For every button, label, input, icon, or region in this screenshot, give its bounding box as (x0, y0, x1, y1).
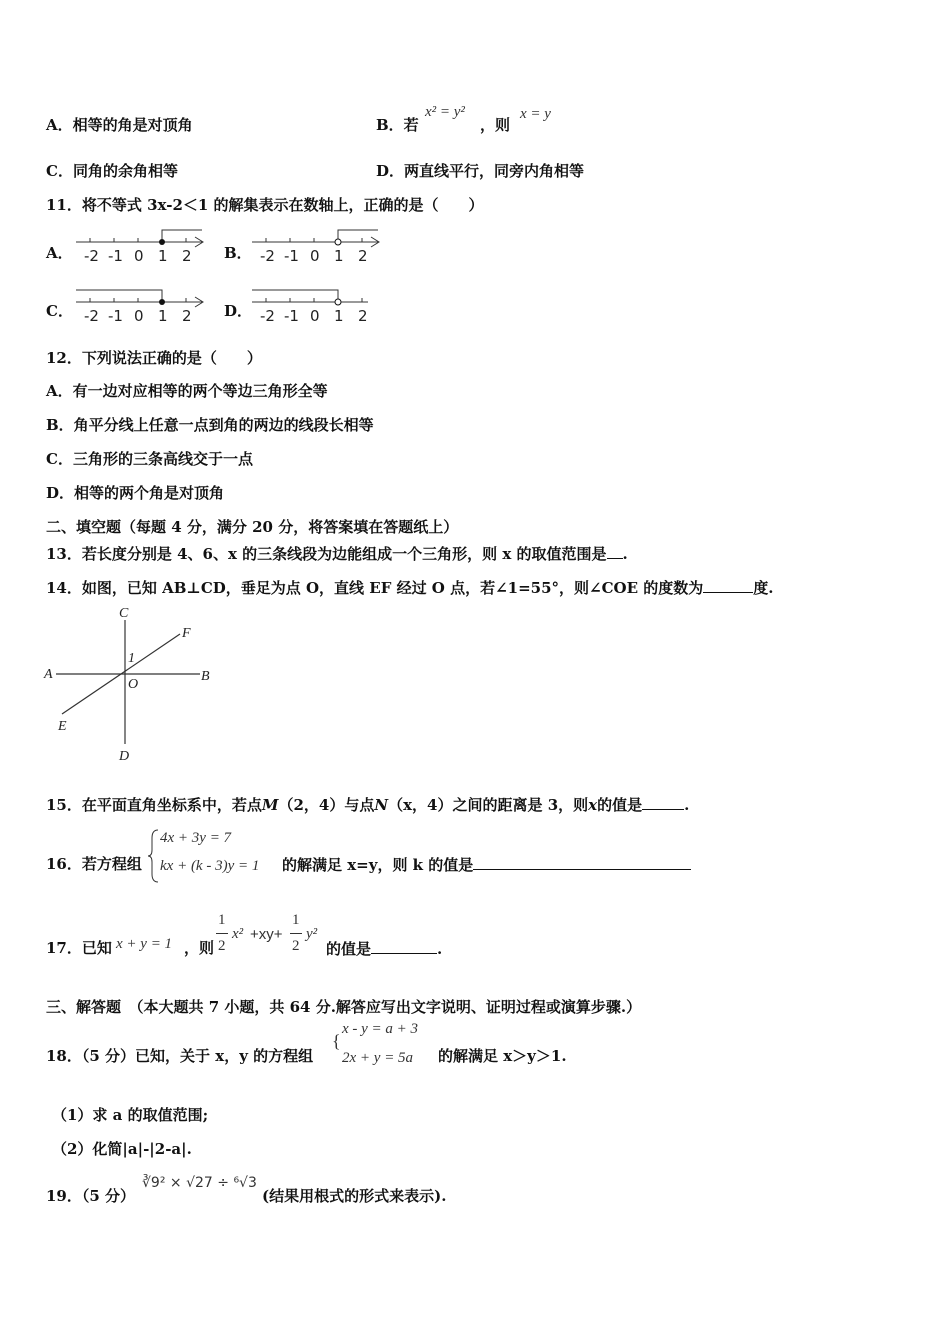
q11-stem: 11．将不等式 3x-2＜1 的解集表示在数轴上，正确的是（ ） (46, 196, 484, 214)
label-angle-1: 1 (128, 651, 135, 666)
q17-y-squared: y² (306, 926, 318, 942)
q16-equation-1: 4x + 3y = 7 (160, 830, 232, 846)
q16-tail: 的解满足 x=y，则 k 的值是 (282, 856, 474, 874)
label-f: F (182, 626, 191, 641)
label-o: O (128, 677, 139, 692)
brace: { (332, 1031, 341, 1051)
q15-tail: . (684, 796, 690, 814)
q16-equation-2: kx + (k - 3)y = 1 (160, 858, 260, 874)
q16-stem: 16．若方程组 (46, 855, 142, 873)
q14-text (46, 578, 774, 597)
q18-stem: 18．（5 分）已知，关于 x，y 的方程组 (46, 1047, 314, 1065)
tick-label: 2 (182, 307, 192, 325)
q13-stem: 13．若长度分别是 4、6、x 的三条线段为边能组成一个三角形，则 x 的取值范围是 (46, 545, 607, 563)
q17-comma: ，则 (184, 939, 215, 957)
number-line-d (248, 288, 388, 328)
q12-stem: 12．下列说法正确的是（ ） (46, 349, 262, 367)
fraction-denominator: 2 (292, 938, 300, 954)
number-line-c (72, 288, 212, 328)
q17-tail-text (326, 939, 442, 958)
q17-end: . (437, 940, 443, 958)
q19-stem: 19．（5 分） (46, 1187, 136, 1205)
label-b: B (201, 669, 210, 684)
q12-option-a: A．有一边对应相等的两个等边三角形全等 (46, 382, 328, 400)
q17-condition: x + y = 1 (116, 936, 173, 952)
q17-stem: 17．已知 (46, 939, 112, 957)
fraction-numerator: 1 (218, 912, 226, 928)
hollow-point (335, 239, 341, 245)
fraction-bar (216, 933, 228, 934)
q15-mid-a: （2，4）与点 (278, 796, 375, 814)
label-e: E (58, 719, 67, 734)
fraction-numerator: 1 (292, 912, 300, 928)
number-line-b (248, 228, 388, 268)
q11-label-b: B． (224, 244, 252, 262)
q19-tail: (结果用根式的形式来表示). (262, 1187, 447, 1205)
tick-label: 1 (334, 307, 344, 325)
q11-label-c: C． (46, 302, 73, 320)
answer-blank (642, 795, 684, 810)
q18-sub-1: （1）求 a 的取值范围; (52, 1106, 209, 1124)
q10-option-b-then: ，则 (480, 116, 511, 134)
q13-tail: . (622, 545, 628, 563)
q18-sub-2: （2）化简|a|-|2-a|. (52, 1140, 192, 1158)
answer-blank (607, 544, 623, 559)
q13-text (46, 544, 628, 563)
tick-label: 0 (134, 247, 144, 265)
fraction-denominator: 2 (218, 938, 226, 954)
q17-middle: +xy+ (250, 926, 283, 943)
q15-point-m: M (261, 796, 279, 814)
q16-tail-text (282, 855, 691, 874)
label-c: C (119, 606, 129, 621)
tick-label: 2 (358, 247, 368, 265)
q17-x-squared: x² (232, 926, 244, 942)
fraction-bar (290, 933, 302, 934)
q14-stem: 14．如图，已知 AB⊥CD，垂足为点 O，直线 EF 经过 O 点，若∠1=55°，则∠COE 的度数为 (46, 579, 704, 597)
q19-expression: ∛9² × √27 ÷ ⁶√3 (142, 1175, 257, 1191)
tick-label: -2 (84, 307, 99, 325)
tick-label: -1 (108, 247, 123, 265)
solid-point (159, 239, 165, 245)
hollow-point (335, 299, 341, 305)
q10-option-d: D．两直线平行，同旁内角相等 (376, 162, 585, 180)
tick-label: 0 (310, 247, 320, 265)
tick-label: 0 (310, 307, 320, 325)
answer-blank (473, 855, 691, 870)
tick-label: 1 (334, 247, 344, 265)
solid-point (159, 299, 165, 305)
q10-option-b-prefix: B．若 (376, 116, 419, 134)
q15-var-x: x (588, 796, 598, 814)
q15-stem-b: 的值是 (597, 796, 643, 814)
section-3-heading: 三、解答题 （本大题共 7 小题，共 64 分.解答应写出文字说明、证明过程或演算步骤.） (46, 998, 642, 1016)
tick-label: -1 (108, 307, 123, 325)
q14-tail: 度. (753, 579, 774, 597)
q11-label-d: D． (224, 302, 253, 320)
q12-option-d: D．相等的两个角是对顶角 (46, 484, 225, 502)
tick-label: -2 (260, 307, 275, 325)
tick-label: -1 (284, 307, 299, 325)
q18-equation-2: 2x + y = 5a (342, 1050, 414, 1066)
tick-label: 0 (134, 307, 144, 325)
section-2-heading: 二、填空题（每题 4 分，满分 20 分，将答案填在答题纸上） (46, 518, 459, 536)
q12-option-c: C．三角形的三条高线交于一点 (46, 450, 253, 468)
q10-option-c: C．同角的余角相等 (46, 162, 178, 180)
tick-label: 1 (158, 247, 168, 265)
q14-figure (40, 604, 220, 769)
q11-label-a: A． (46, 244, 73, 262)
tick-label: 2 (358, 307, 368, 325)
tick-label: -2 (84, 247, 99, 265)
tick-label: -1 (284, 247, 299, 265)
q10-option-b-result: x = y (520, 106, 551, 122)
q15-stem-a: 15．在平面直角坐标系中，若点 (46, 796, 262, 814)
label-d: D (119, 749, 130, 764)
number-line-a (72, 228, 212, 268)
q15-text (46, 795, 689, 814)
tick-label: 1 (158, 307, 168, 325)
brace (148, 828, 160, 884)
q15-mid-b: （x，4）之间的距离是 3，则 (388, 796, 589, 814)
q10-option-a: A．相等的角是对顶角 (46, 116, 193, 134)
q18-tail: 的解满足 x＞y＞1. (438, 1047, 567, 1065)
answer-blank (703, 578, 753, 593)
q15-point-n: N (374, 796, 389, 814)
q12-option-b: B．角平分线上任意一点到角的两边的线段长相等 (46, 416, 374, 434)
q17-tail: 的值是 (326, 940, 372, 958)
tick-label: 2 (182, 247, 192, 265)
q10-option-b-condition: x² = y² (425, 104, 465, 120)
answer-blank (371, 939, 437, 954)
label-a: A (44, 667, 53, 682)
tick-label: -2 (260, 247, 275, 265)
q18-equation-1: x - y = a + 3 (342, 1021, 419, 1037)
